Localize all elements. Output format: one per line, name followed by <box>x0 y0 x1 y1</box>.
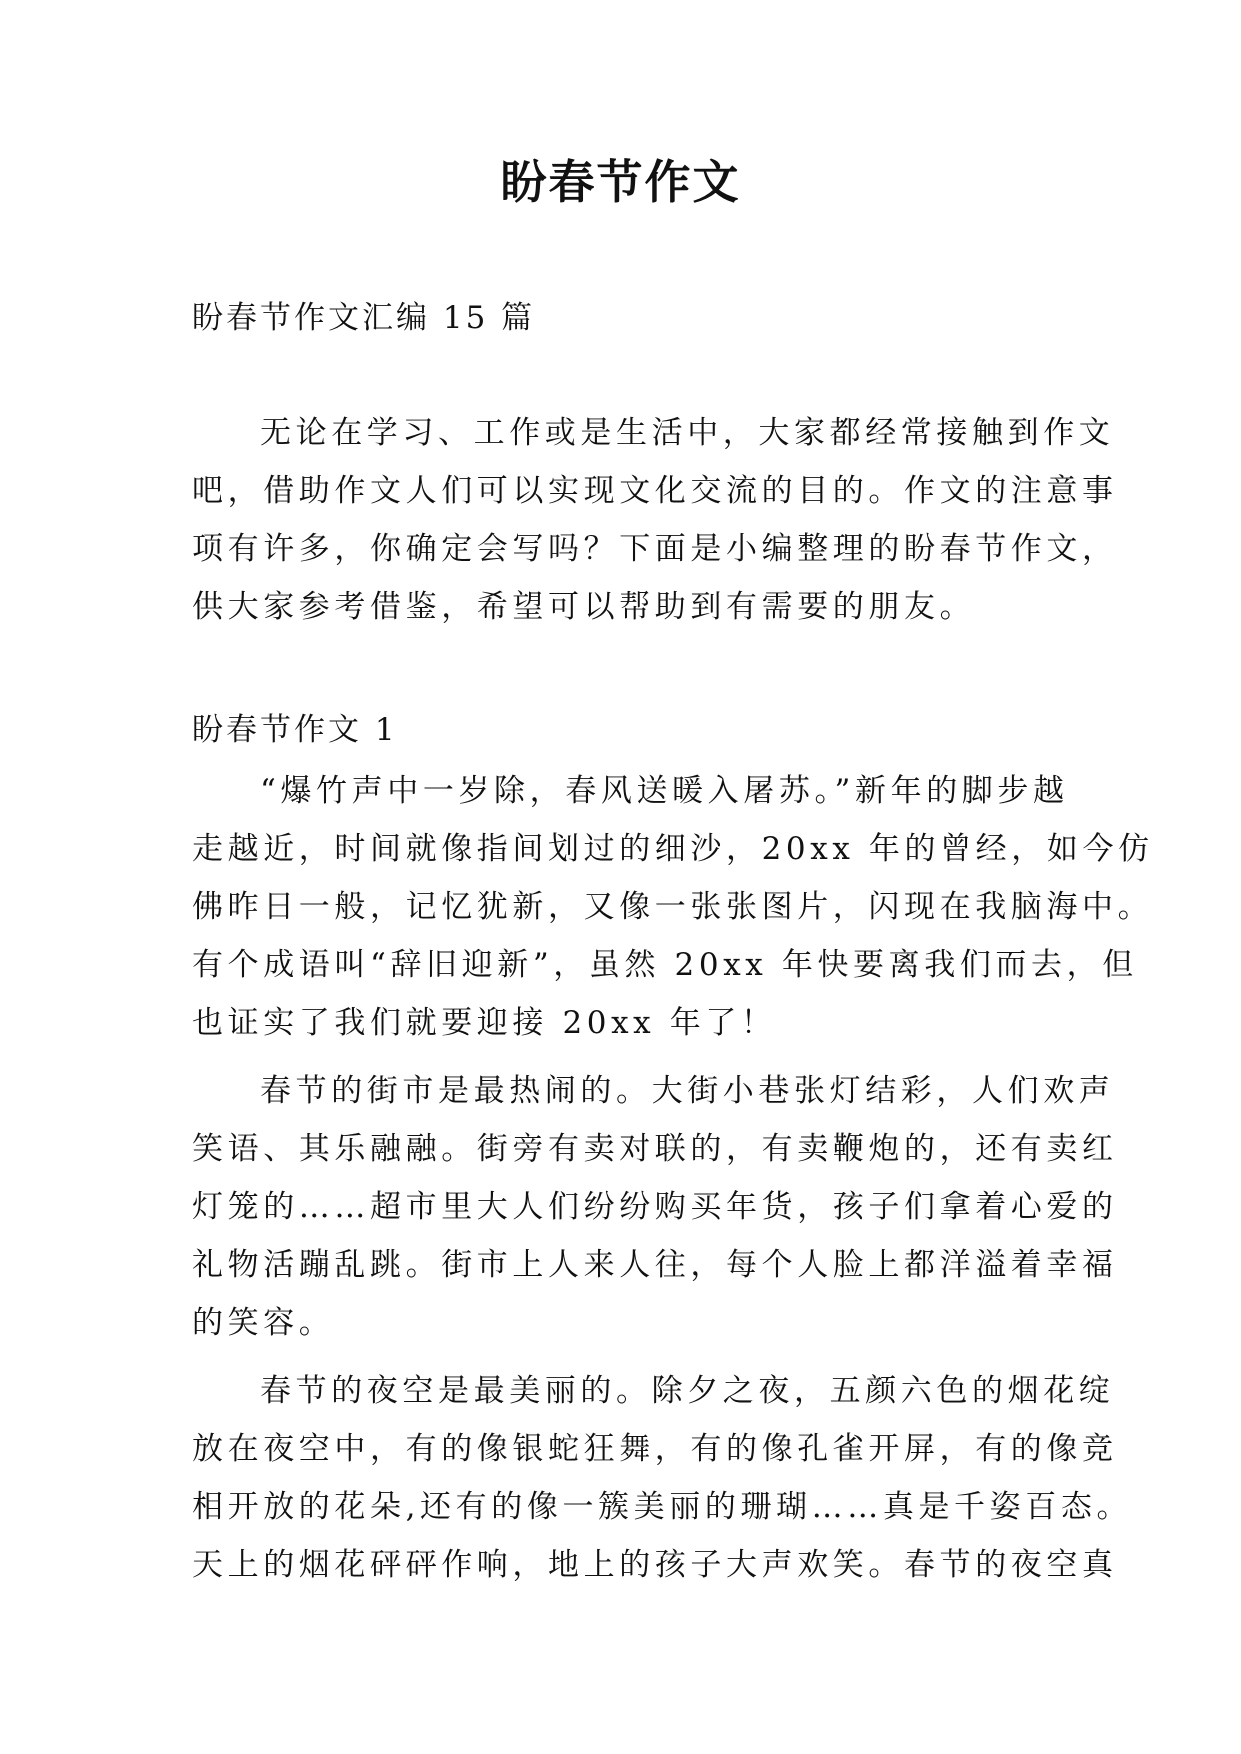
paragraph-line: 佛昨日一般，记忆犹新，又像一张张图片，闪现在我脑海中。 <box>192 889 1154 925</box>
document-subtitle: 盼春节作文汇编 15 篇 <box>192 300 536 336</box>
paragraph-line: 春节的夜空是最美丽的。除夕之夜，五颜六色的烟花绽 <box>260 1373 1115 1409</box>
paragraph-line: 有个成语叫“辞旧迎新”，虽然 20xx 年快要离我们而去，但 <box>192 947 1138 983</box>
paragraph-line: 也证实了我们就要迎接 20xx 年了！ <box>192 1005 777 1041</box>
intro-paragraph <box>192 404 1118 636</box>
intro-line: 项有许多，你确定会写吗？下面是小编整理的盼春节作文， <box>192 531 1118 567</box>
paragraph-line: 天上的烟花砰砰作响，地上的孩子大声欢笑。春节的夜空真 <box>192 1547 1118 1583</box>
paragraph-line: 放在夜空中，有的像银蛇狂舞，有的像孔雀开屏，有的像竞 <box>192 1431 1118 1467</box>
section-heading: 盼春节作文 1 <box>192 712 398 748</box>
paragraph-line: 走越近，时间就像指间划过的细沙，20xx 年的曾经，如今仿 <box>192 831 1154 867</box>
essay-body <box>192 762 1154 1594</box>
intro-line: 吧，借助作文人们可以实现文化交流的目的。作文的注意事 <box>192 473 1118 509</box>
paragraph-line: 的笑容。 <box>192 1305 335 1341</box>
essay-paragraph <box>192 1362 1133 1594</box>
intro-line: 无论在学习、工作或是生活中，大家都经常接触到作文 <box>260 415 1115 451</box>
document-title: 盼春节作文 <box>500 155 741 209</box>
essay-paragraph <box>192 1062 1118 1352</box>
paragraph-line: 笑语、其乐融融。街旁有卖对联的，有卖鞭炮的，还有卖红 <box>192 1131 1118 1167</box>
essay-paragraph <box>192 762 1154 1052</box>
paragraph-line: 春节的街市是最热闹的。大街小巷张灯结彩，人们欢声 <box>260 1073 1115 1109</box>
paragraph-line: 灯笼的……超市里大人们纷纷购买年货，孩子们拿着心爱的 <box>192 1189 1118 1225</box>
paragraph-line: “爆竹声中一岁除，春风送暖入屠苏。”新年的脚步越 <box>260 773 1069 809</box>
paragraph-line: 礼物活蹦乱跳。街市上人来人往，每个人脸上都洋溢着幸福 <box>192 1247 1118 1283</box>
intro-line: 供大家参考借鉴，希望可以帮助到有需要的朋友。 <box>192 589 976 625</box>
paragraph-line: 相开放的花朵,还有的像一簇美丽的珊瑚……真是千姿百态。 <box>192 1489 1133 1525</box>
